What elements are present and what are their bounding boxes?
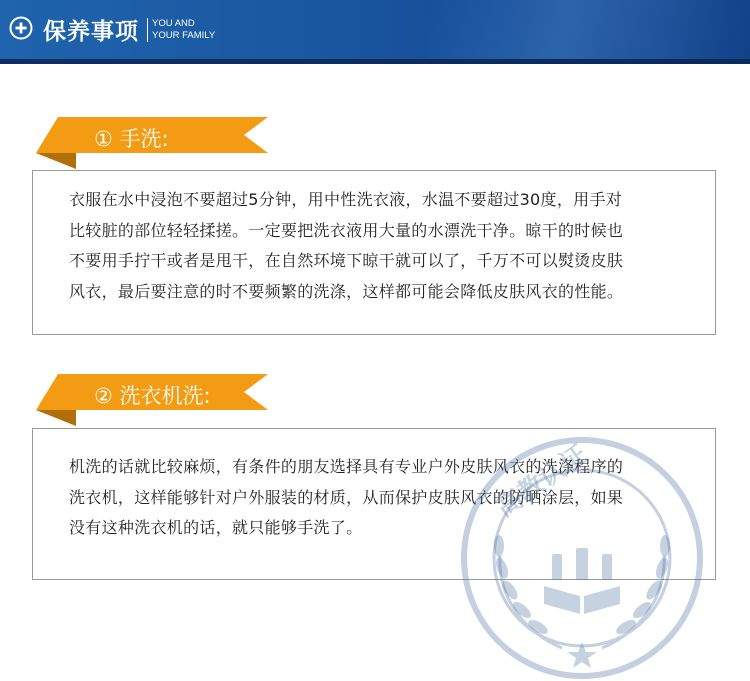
seal-watermark-icon bbox=[452, 436, 712, 681]
text-line: 比较脏的部位轻轻揉搓。一定要把洗衣液用大量的水漂洗干净。晾干的时候也 bbox=[69, 220, 624, 240]
section-label: ① 手洗: bbox=[94, 127, 169, 151]
header-divider bbox=[147, 18, 148, 42]
header-bar bbox=[0, 0, 750, 59]
header-shine bbox=[430, 0, 750, 59]
header-subtitle-line-1: YOU AND bbox=[152, 18, 195, 29]
section-tag-machine-wash bbox=[36, 374, 268, 410]
plus-circle-icon bbox=[9, 16, 33, 40]
section-label: ② 洗衣机洗: bbox=[94, 384, 211, 408]
text-line: 洗衣机，这样能够针对户外服装的材质，从而保护皮肤风衣的防晒涂层，如果 bbox=[69, 487, 624, 507]
text-line: 机洗的话就比较麻烦，有条件的朋友选择具有专业户外皮肤风衣的洗涤程序的 bbox=[69, 457, 624, 476]
page-title: 保养事项 bbox=[43, 19, 139, 45]
paragraph-hand-wash bbox=[69, 185, 689, 307]
text-line: 不要用手拧干或者是甩干，在自然环境下晾干就可以了，千万不可以熨烫皮肤 bbox=[69, 251, 624, 270]
section-tag-hand-wash bbox=[36, 117, 268, 153]
text-line: 没有这种洗衣机的话，就只能够手洗了。 bbox=[69, 518, 363, 537]
text-line: 衣服在水中浸泡不要超过5分钟，用中性洗衣液，水温不要超过30度，用手对 bbox=[69, 190, 623, 209]
text-line: 风衣，最后要注意的时不要频繁的洗涤，这样都可能会降低皮肤风衣的性能。 bbox=[69, 281, 624, 301]
header-bottom-stripe bbox=[0, 59, 750, 64]
header-subtitle bbox=[152, 18, 215, 42]
text-box-hand-wash bbox=[32, 170, 716, 335]
seal-text: 高教认证 bbox=[490, 439, 594, 524]
header-subtitle-line-2: YOUR FAMILY bbox=[152, 30, 216, 41]
